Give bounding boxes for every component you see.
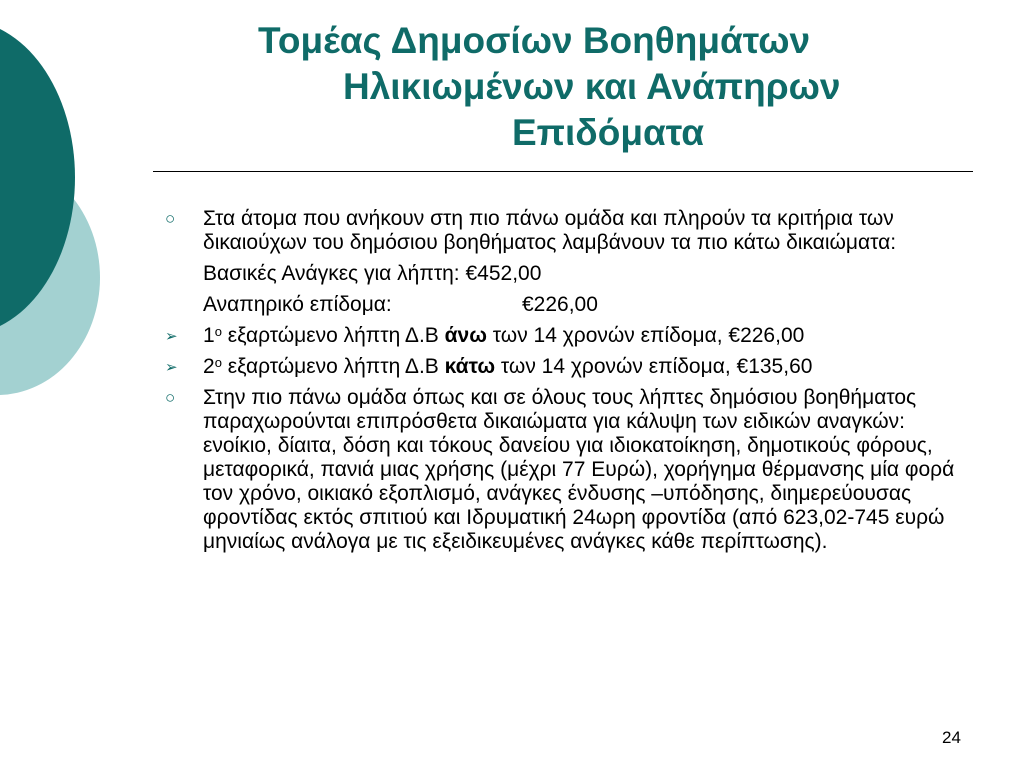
list-item-additional-rights bbox=[165, 386, 965, 554]
list-item-eligibility bbox=[165, 207, 965, 255]
dep1-post: των 14 χρονών επίδομα, €226,00 bbox=[486, 324, 805, 347]
arrow-bullet-icon: ➢ bbox=[165, 359, 178, 376]
eligibility-text: Στα άτομα που ανήκουν στη πιο πάνω ομάδα και πληρούν τα κριτήρια των δικαιούχων του δημόσιου βοηθήματος λαμβάνουν τα πιο κάτω δικαιώματα: bbox=[203, 207, 897, 254]
circle-bullet-icon: ○ bbox=[165, 209, 176, 228]
dep2-bold: κάτω bbox=[444, 355, 496, 378]
dep2-pre: εξαρτώμενο λήπτη Δ.Β bbox=[221, 355, 445, 378]
list-item-dependent-over-14 bbox=[165, 324, 965, 348]
dep2-post: των 14 χρονών επίδομα, €135,60 bbox=[495, 355, 813, 378]
disability-allowance-line bbox=[165, 293, 965, 317]
dep2-ordinal: ο bbox=[214, 355, 222, 370]
list-item-dependent-under-14 bbox=[165, 355, 965, 379]
dep2-num: 2 bbox=[203, 355, 215, 378]
title-line-1: Τομέας Δημοσίων Βοηθημάτων bbox=[258, 20, 811, 61]
disability-amount: €226,00 bbox=[522, 293, 598, 316]
title-divider bbox=[153, 171, 973, 172]
dep1-num: 1 bbox=[203, 324, 215, 347]
dep1-pre: εξαρτώμενο λήπτη Δ.Β bbox=[221, 324, 445, 347]
dep1-bold: άνω bbox=[444, 324, 487, 347]
disability-label: Αναπηρικό επίδομα: bbox=[203, 293, 392, 316]
additional-rights-text: Στην πιο πάνω ομάδα όπως και σε όλους τους λήπτες δημόσιου βοηθήματος παραχωρούνται επιπρόσθετα δικαιώματα για κάλυψη των ειδικών αναγκών: ενοίκιο, δίαιτα, δόση και τόκους δανείου για ιδιοκατοίκηση, δημοτικούς φόρους, μεταφορικά, πανιά μιας χρήσης (μέχρι 77 Ευρώ), χορήγημα θέρμανσης μία φορά τον χρόνο, οικιακό εξοπλισμό, ανάγκες ένδυσης –υπόδησης, διημερεύουσας φροντίδας εκτός σπιτιού και Ιδρυματική 24ωρη φροντίδα (από 623,02-745 ευρώ μηνιαίως ανάλογα με τις εξειδικευμένες ανάγκες κάθε περίπτωσης). bbox=[203, 386, 955, 553]
title-line-3: Επιδόματα bbox=[512, 112, 704, 153]
title-line-2: Ηλικιωμένων και Ανάπηρων bbox=[343, 66, 841, 107]
page-number: 24 bbox=[942, 728, 961, 747]
dep1-ordinal: ο bbox=[214, 324, 222, 339]
basic-needs-label: Βασικές Ανάγκες για λήπτη: bbox=[203, 262, 466, 285]
circle-bullet-icon: ○ bbox=[165, 388, 176, 407]
arrow-bullet-icon: ➢ bbox=[165, 328, 178, 345]
basic-needs-amount: €452,00 bbox=[465, 262, 542, 285]
basic-needs-line bbox=[165, 262, 965, 286]
slide-body bbox=[165, 207, 965, 554]
slide-title bbox=[150, 18, 980, 156]
